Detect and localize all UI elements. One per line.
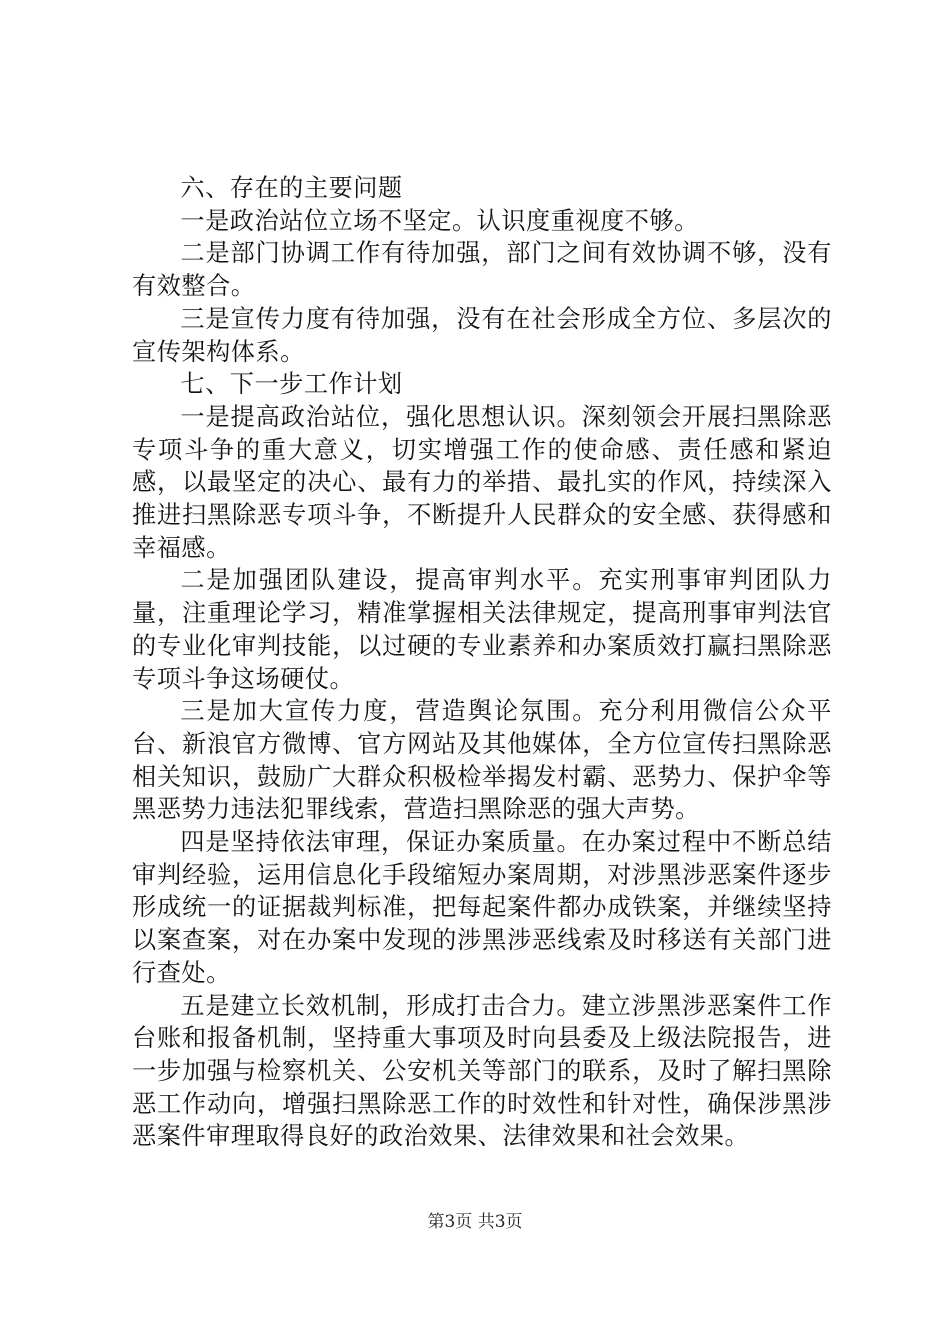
paragraph: 三是加大宣传力度，营造舆论氛围。充分利用微信公众平台、新浪官方微博、官方网站及其他媒体，全方位宣传扫黑除恶相关知识，鼓励广大群众积极检举揭发村霸、恶势力、保护伞等黑恶势力违法犯罪线索，营造扫黑除恶的强大声势。: [132, 697, 832, 824]
paragraph: 二是加强团队建设，提高审判水平。充实刑事审判团队力量，注重理论学习，精准掌握相关法律规定，提高刑事审判法官的专业化审判技能，以过硬的专业素养和办案质效打赢扫黑除恶专项斗争这场硬仗。: [132, 566, 832, 693]
document-body: [132, 172, 832, 1153]
page-footer: 第3页 共3页: [427, 1212, 523, 1232]
section-heading-problems: 六、存在的主要问题: [180, 174, 403, 202]
paragraph: 三是宣传力度有待加强，没有在社会形成全方位、多层次的宣传架构体系。: [132, 304, 832, 366]
paragraph: 五是建立长效机制，形成打击合力。建立涉黑涉恶案件工作台账和报备机制，坚持重大事项及时向县委及上级法院报告，进一步加强与检察机关、公安机关等部门的联系，及时了解扫黑除恶工作动向，增强扫黑除恶工作的时效性和针对性，确保涉黑涉恶案件审理取得良好的政治效果、法律效果和社会效果。: [132, 991, 832, 1151]
paragraph: 四是坚持依法审理，保证办案质量。在办案过程中不断总结审判经验，运用信息化手段缩短办案周期，对涉黑涉恶案件逐步形成统一的证据裁判标准，把每起案件都办成铁案，并继续坚持以案查案，对在办案中发现的涉黑涉恶线索及时移送有关部门进行查处。: [132, 828, 832, 987]
paragraph: 一是政治站位立场不坚定。认识度重视度不够。: [180, 206, 699, 235]
paragraph: 一是提高政治站位，强化思想认识。深刻领会开展扫黑除恶专项斗争的重大意义，切实增强工作的使命感、责任感和紧迫感，以最坚定的决心、最有力的举措、最扎实的作风，持续深入推进扫黑除恶专项斗争，不断提升人民群众的安全感、获得感和幸福感。: [132, 402, 832, 562]
paragraph: 二是部门协调工作有待加强，部门之间有效协调不够，没有有效整合。: [132, 239, 832, 301]
section-heading-next-plan: 七、下一步工作计划: [180, 370, 403, 399]
